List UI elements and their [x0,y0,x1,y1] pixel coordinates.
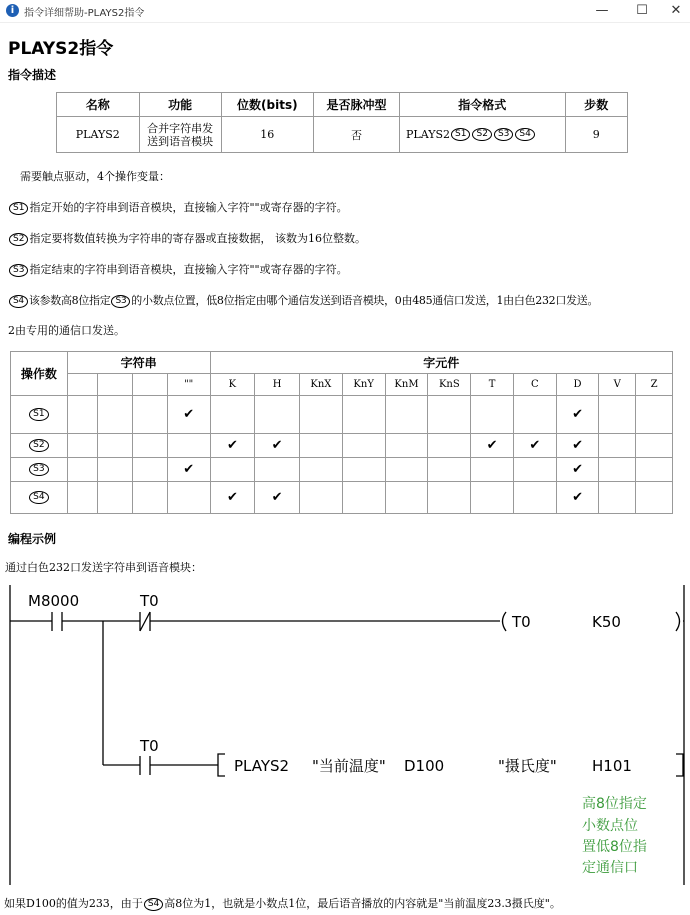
string-col [98,374,133,396]
check-cell [599,396,636,434]
format-prefix: PLAYS2 [406,127,451,141]
check-cell [133,396,168,434]
check-cell [342,396,385,434]
footer-text-a: 如果D100的值为233，由于 [4,897,143,910]
check-cell [342,482,385,514]
desc-s4 [8,292,598,308]
cell-function [139,117,221,153]
operand-cell [11,434,68,458]
check-cell [556,458,599,482]
bracket-left [218,754,225,776]
operand-cell [11,396,68,434]
check-cell [210,482,255,514]
contact-t0-nc-label: T0 [140,592,159,610]
check-cell [636,396,673,434]
check-cell [98,396,133,434]
check-cell [299,396,342,434]
cell-format [400,117,566,153]
check-cell [428,396,471,434]
col-h: H [255,374,300,396]
minimize-button[interactable]: — [595,3,609,18]
check-cell [471,434,514,458]
info-icon: i [6,4,19,17]
check-mark-icon: ✔ [271,438,283,453]
check-cell [556,434,599,458]
col-knm: KnM [385,374,428,396]
title-bar [0,0,690,23]
check-cell [556,396,599,434]
col-t: T [471,374,514,396]
example-intro: 通过白色232口发送字符串到语音模块： [5,561,202,574]
check-mark-icon: ✔ [572,438,583,453]
operand-row [11,396,673,434]
col-header-function: 功能 [139,93,221,117]
check-cell [599,434,636,458]
check-cell [167,434,210,458]
check-cell [255,434,300,458]
check-cell [636,482,673,514]
check-cell [385,458,428,482]
operand-badge: S4 [29,491,48,504]
check-cell [299,434,342,458]
operand-badge: S1 [9,202,28,215]
close-button[interactable]: ✕ [670,3,682,18]
desc-s1-text: 指定开始的字符串到语音模块，直接输入字符""或寄存器的字符。 [29,201,348,214]
check-cell [133,458,168,482]
check-mark-icon: ✔ [572,407,583,422]
operand-badge: S4 [144,898,163,911]
string-col [133,374,168,396]
function-line-1: 合并字符串发 [147,121,214,135]
check-cell [98,458,133,482]
check-cell [428,482,471,514]
operand-cell [11,482,68,514]
check-cell [210,458,255,482]
comment-line: 置低8位指 [582,839,647,855]
operand-s1-badge: S1 [451,128,470,141]
bracket-right [676,754,683,776]
check-cell [385,434,428,458]
desc-s3 [8,261,348,277]
col-knx: KnX [299,374,342,396]
operand-badge: S4 [9,295,28,308]
check-mark-icon: ✔ [183,407,195,422]
check-mark-icon: ✔ [183,462,195,477]
col-header-format: 指令格式 [400,93,566,117]
comment-line: 高8位指定 [582,796,647,812]
instruction-table [56,92,628,153]
operand-badge: S3 [111,295,130,308]
header-element: 字元件 [210,352,672,374]
check-cell [133,482,168,514]
operand-table [10,351,673,514]
check-cell [67,396,98,434]
col-header-name: 名称 [57,93,140,117]
desc-s1 [8,199,348,215]
page-title: PLAYS2指令 [8,39,114,59]
operand-s3-badge: S3 [494,128,513,141]
col-k: K [210,374,255,396]
operand-badge: S2 [9,233,28,246]
check-mark-icon: ✔ [226,438,238,453]
contact-m8000-label: M8000 [28,592,80,610]
section-heading-description: 指令描述 [8,68,57,82]
col-z: Z [636,374,673,396]
h101-comment [582,795,647,876]
check-cell [133,434,168,458]
check-mark-icon: ✔ [486,438,498,453]
check-cell [210,396,255,434]
check-cell [342,458,385,482]
check-cell [513,434,556,458]
check-cell [599,458,636,482]
desc-s4-text-b: 的小数点位置，低8位指定由哪个通信发送到语音模块，0由485通信口发送，1由白色232口发送。 [131,294,599,307]
check-mark-icon: ✔ [572,490,583,505]
check-cell [299,458,342,482]
string-col-quote: "" [167,374,210,396]
maximize-button[interactable]: ☐ [636,3,648,18]
check-cell [513,458,556,482]
check-cell [67,458,98,482]
desc-s4-line2: 2由专用的通信口发送。 [8,324,125,337]
coil-k50-label: K50 [592,613,621,631]
contact-t0-no-label: T0 [140,737,159,755]
check-cell [67,434,98,458]
check-cell [98,434,133,458]
operand-badge: S2 [29,439,48,452]
col-c: C [513,374,556,396]
check-cell [98,482,133,514]
footer-text-b: 高8位为1，也就是小数点1位，最后语音播放的内容就是"当前温度23.3摄氏度"。 [164,897,561,910]
coil-left [503,612,507,631]
col-header-bits: 位数(bits) [221,93,313,117]
operand-badge: S3 [29,463,48,476]
operand-badge: S3 [9,264,28,277]
section-heading-example: 编程示例 [8,532,57,546]
check-cell [167,396,210,434]
operand-row [11,482,673,514]
arg-h101: H101 [592,757,632,775]
col-kny: KnY [342,374,385,396]
comment-line: 小数点位 [582,818,638,834]
col-kns: KnS [428,374,471,396]
check-cell [210,434,255,458]
check-cell [471,458,514,482]
operand-s4-badge: S4 [515,128,534,141]
operand-s2-badge: S2 [472,128,491,141]
comment-line: 定通信口 [582,860,638,876]
check-cell [255,482,300,514]
col-header-steps: 步数 [565,93,627,117]
function-line-2: 送到语音模块 [147,134,214,148]
desc-s2-text: 指定要将数值转换为字符串的寄存器或直接数据， 该数为16位整数。 [29,232,366,245]
check-mark-icon: ✔ [529,438,541,453]
check-cell [342,434,385,458]
check-cell [513,482,556,514]
header-string: 字符串 [67,352,210,374]
cell-steps: 9 [565,117,627,153]
check-cell [471,396,514,434]
coil-right [676,612,680,631]
operand-cell [11,458,68,482]
arg-celsius-string: "摄氏度" [498,757,557,775]
check-cell [255,458,300,482]
intro-text: 需要触点驱动，4个操作变量： [20,170,170,183]
check-cell [299,482,342,514]
check-mark-icon: ✔ [572,462,583,477]
check-cell [67,482,98,514]
desc-s2 [8,230,366,246]
arg-d100: D100 [404,757,445,775]
col-v: V [599,374,636,396]
check-cell [599,482,636,514]
check-cell [385,482,428,514]
check-mark-icon: ✔ [271,490,283,505]
check-cell [636,434,673,458]
ladder-diagram [0,585,690,885]
col-header-pulse: 是否脉冲型 [313,93,399,117]
cell-bits: 16 [221,117,313,153]
check-cell [255,396,300,434]
operand-row [11,434,673,458]
arg-temp-string: "当前温度" [312,757,386,775]
cell-pulse: 否 [313,117,399,153]
window-title: 指令详细帮助-PLAYS2指令 [24,8,145,19]
check-cell [513,396,556,434]
nc-slash [140,612,150,631]
check-cell [556,482,599,514]
desc-s3-text: 指定结束的字符串到语音模块，直接输入字符""或寄存器的字符。 [29,263,348,276]
coil-t0-label: T0 [512,613,531,631]
operand-row [11,458,673,482]
check-cell [636,458,673,482]
check-cell [428,434,471,458]
check-mark-icon: ✔ [226,490,238,505]
col-d: D [556,374,599,396]
check-cell [167,458,210,482]
check-cell [385,396,428,434]
cell-name: PLAYS2 [57,117,140,153]
check-cell [428,458,471,482]
instr-plays2: PLAYS2 [234,757,290,775]
header-operand: 操作数 [11,352,68,396]
desc-s4-text-a: 该参数高8位指定 [28,294,111,307]
footer-note [4,895,561,911]
check-cell [167,482,210,514]
check-cell [471,482,514,514]
operand-badge: S1 [29,408,48,421]
string-col [67,374,98,396]
